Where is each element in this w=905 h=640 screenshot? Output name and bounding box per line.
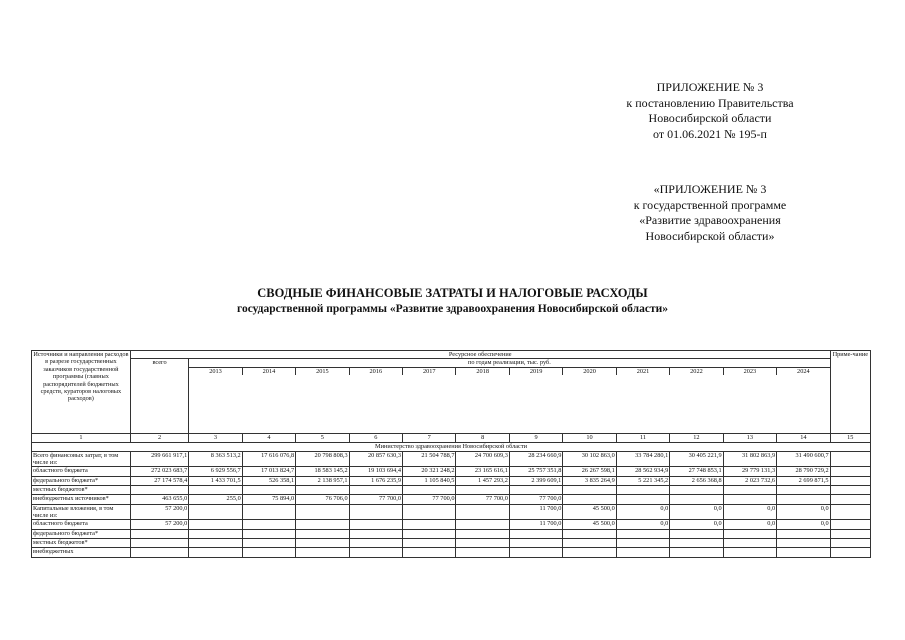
row-value: [456, 504, 509, 520]
row-value: [670, 486, 723, 495]
row-value: 24 700 609,3: [456, 451, 509, 467]
row-value: 30 102 863,0: [563, 451, 616, 467]
row-label: федерального бюджета*: [32, 476, 131, 485]
row-value: 31 490 600,7: [777, 451, 831, 467]
row-value: [509, 539, 562, 548]
row-value: 2 023 732,6: [723, 476, 776, 485]
row-value: 30 405 221,9: [670, 451, 723, 467]
row-value: 299 661 917,1: [130, 451, 188, 467]
header-year: 2014: [242, 367, 295, 375]
row-value: [189, 539, 242, 548]
row-note: [830, 495, 870, 504]
row-value: [349, 548, 402, 557]
row-value: 1 457 293,2: [456, 476, 509, 485]
row-value: [616, 548, 669, 557]
row-value: [723, 486, 776, 495]
row-value: [670, 495, 723, 504]
row-value: [403, 504, 456, 520]
row-label: местных бюджетов*: [32, 486, 131, 495]
row-value: [563, 539, 616, 548]
appendix-line: Новосибирской области»: [645, 228, 775, 243]
column-number: 13: [723, 434, 776, 443]
document-subtitle: государственной программы «Развитие здравоохранения Новосибирской области»: [237, 303, 668, 315]
document-heading: [0, 285, 905, 317]
row-note: [830, 467, 870, 476]
row-value: 1 676 235,9: [349, 476, 402, 485]
row-value: [403, 486, 456, 495]
row-value: 272 023 683,7: [130, 467, 188, 476]
row-value: 75 894,0: [242, 495, 295, 504]
row-value: [509, 548, 562, 557]
row-value: 57 200,0: [130, 504, 188, 520]
row-value: [349, 529, 402, 538]
row-value: [296, 504, 349, 520]
row-value: [130, 548, 188, 557]
row-label: Капитальные вложения, в том числе из:: [32, 504, 131, 520]
row-value: [777, 529, 831, 538]
row-value: 3 835 264,9: [563, 476, 616, 485]
table-row: [32, 520, 871, 529]
header-year: 2015: [296, 367, 349, 375]
table-row: [32, 451, 871, 467]
column-number: 2: [130, 434, 188, 443]
row-value: [777, 548, 831, 557]
row-value: [242, 539, 295, 548]
section-row: [32, 443, 871, 451]
row-value: [349, 539, 402, 548]
row-value: [777, 486, 831, 495]
row-value: [723, 529, 776, 538]
row-label: внебюджетных источников*: [32, 495, 131, 504]
column-number: 14: [777, 434, 831, 443]
row-value: [296, 520, 349, 529]
row-value: 25 757 351,8: [509, 467, 562, 476]
row-value: 5 221 345,2: [616, 476, 669, 485]
row-value: [616, 529, 669, 538]
table-row: [32, 548, 871, 557]
header-year: 2024: [777, 367, 831, 375]
document-title: СВОДНЫЕ ФИНАНСОВЫЕ ЗАТРАТЫ И НАЛОГОВЫЕ РАСХОДЫ: [257, 286, 648, 300]
row-value: [563, 486, 616, 495]
row-value: [403, 520, 456, 529]
appendix-line: Новосибирской области: [648, 111, 772, 125]
row-note: [830, 486, 870, 495]
row-value: 45 500,0: [563, 520, 616, 529]
row-note: [830, 539, 870, 548]
header-year: 2019: [509, 367, 562, 375]
row-value: [456, 548, 509, 557]
row-value: [616, 486, 669, 495]
row-value: 1 105 840,5: [403, 476, 456, 485]
header-year: 2021: [616, 367, 669, 375]
header-year: 2023: [723, 367, 776, 375]
row-note: [830, 548, 870, 557]
row-value: [723, 539, 776, 548]
row-value: [242, 486, 295, 495]
row-value: 33 784 280,1: [616, 451, 669, 467]
row-value: 2 699 871,5: [777, 476, 831, 485]
row-value: 0,0: [616, 520, 669, 529]
table-row: [32, 467, 871, 476]
row-value: [403, 539, 456, 548]
column-number: 8: [456, 434, 509, 443]
column-number: 3: [189, 434, 242, 443]
appendix-line: «ПРИЛОЖЕНИЕ № 3: [653, 182, 767, 196]
row-value: 1 433 701,5: [189, 476, 242, 485]
row-value: [616, 539, 669, 548]
appendix-block: [560, 80, 860, 142]
column-number: 4: [242, 434, 295, 443]
financial-table: [31, 350, 871, 558]
row-value: 2 138 957,1: [296, 476, 349, 485]
row-value: [456, 539, 509, 548]
column-numbers-row: [32, 434, 871, 443]
row-value: 8 363 513,2: [189, 451, 242, 467]
appendix-line: к государственной программе: [633, 197, 787, 212]
appendix-line: от 01.06.2021 № 195-п: [653, 126, 767, 141]
row-value: 77 700,0: [349, 495, 402, 504]
row-value: [349, 486, 402, 495]
row-label: внебюджетных: [32, 548, 131, 557]
row-value: [242, 504, 295, 520]
previous-appendix-block: [560, 182, 860, 244]
header-year: 2016: [349, 367, 402, 375]
row-value: 77 700,0: [403, 495, 456, 504]
header-resources: Ресурсное обеспечение: [130, 351, 830, 359]
row-value: 526 358,1: [242, 476, 295, 485]
row-value: [403, 548, 456, 557]
row-value: 11 700,0: [509, 504, 562, 520]
row-value: 6 929 556,7: [189, 467, 242, 476]
row-value: [130, 529, 188, 538]
row-value: [509, 486, 562, 495]
column-number: 12: [670, 434, 723, 443]
row-value: 0,0: [723, 520, 776, 529]
table-row: [32, 529, 871, 538]
row-value: 31 802 863,9: [723, 451, 776, 467]
column-number: 5: [296, 434, 349, 443]
appendix-line: «Развитие здравоохранения: [639, 213, 781, 227]
table-row: [32, 486, 871, 495]
column-number: 9: [509, 434, 562, 443]
row-label: федерального бюджета*: [32, 529, 131, 538]
row-value: [670, 539, 723, 548]
header-total: всего: [130, 359, 188, 434]
row-value: [130, 539, 188, 548]
row-value: 20 321 248,2: [403, 467, 456, 476]
row-value: [723, 548, 776, 557]
row-value: 45 500,0: [563, 504, 616, 520]
row-value: 255,0: [189, 495, 242, 504]
row-value: [456, 486, 509, 495]
row-value: 0,0: [670, 504, 723, 520]
row-value: 11 700,0: [509, 520, 562, 529]
row-value: 26 267 598,1: [563, 467, 616, 476]
row-value: 463 655,0: [130, 495, 188, 504]
appendix-line: к постановлению Правительства: [626, 95, 794, 110]
row-value: [296, 548, 349, 557]
column-number: 1: [32, 434, 131, 443]
header-year: 2022: [670, 367, 723, 375]
row-value: [563, 548, 616, 557]
row-value: 23 165 616,1: [456, 467, 509, 476]
row-value: [616, 495, 669, 504]
header-by-years: по годам реализации, тыс. руб.: [189, 359, 830, 367]
row-label: местных бюджетов*: [32, 539, 131, 548]
row-value: 2 656 368,8: [670, 476, 723, 485]
column-number: 10: [563, 434, 616, 443]
row-value: 0,0: [777, 504, 831, 520]
row-value: 17 013 824,7: [242, 467, 295, 476]
header-year: 2020: [563, 367, 616, 375]
row-value: [563, 529, 616, 538]
section-title: Министерство здравоохранения Новосибирской области: [32, 443, 871, 451]
row-value: 2 399 609,1: [509, 476, 562, 485]
row-value: 29 779 131,3: [723, 467, 776, 476]
row-value: 27 174 578,4: [130, 476, 188, 485]
row-value: 0,0: [777, 520, 831, 529]
row-label: Всего финансовых затрат, в том числе из:: [32, 451, 131, 467]
row-value: [296, 539, 349, 548]
table-row: [32, 495, 871, 504]
header-note: Приме-чание: [830, 351, 870, 434]
row-value: [242, 548, 295, 557]
table-row: [32, 476, 871, 485]
row-value: 76 706,0: [296, 495, 349, 504]
appendix-line: ПРИЛОЖЕНИЕ № 3: [656, 80, 764, 94]
column-number: 7: [403, 434, 456, 443]
row-value: [189, 548, 242, 557]
column-number: 11: [616, 434, 669, 443]
row-value: [777, 495, 831, 504]
row-value: [670, 529, 723, 538]
row-value: [189, 529, 242, 538]
row-value: [563, 495, 616, 504]
row-value: 18 583 145,2: [296, 467, 349, 476]
row-value: 21 504 788,7: [403, 451, 456, 467]
row-value: [349, 504, 402, 520]
row-note: [830, 451, 870, 467]
row-value: 20 798 808,3: [296, 451, 349, 467]
row-value: 28 562 934,9: [616, 467, 669, 476]
row-value: [296, 529, 349, 538]
row-value: [242, 529, 295, 538]
row-value: [189, 486, 242, 495]
row-value: [349, 520, 402, 529]
row-value: [509, 529, 562, 538]
table-row: [32, 539, 871, 548]
row-value: [456, 520, 509, 529]
row-value: [130, 486, 188, 495]
row-note: [830, 504, 870, 520]
header-year: 2013: [189, 367, 242, 375]
row-note: [830, 476, 870, 485]
row-label: областного бюджета: [32, 520, 131, 529]
row-value: 28 790 729,2: [777, 467, 831, 476]
column-number: 6: [349, 434, 402, 443]
row-value: [296, 486, 349, 495]
row-value: 77 700,0: [509, 495, 562, 504]
header-year: 2018: [456, 367, 509, 375]
header-year: 2017: [403, 367, 456, 375]
row-value: 19 103 694,4: [349, 467, 402, 476]
row-value: 17 616 076,8: [242, 451, 295, 467]
row-value: [242, 520, 295, 529]
row-value: [456, 529, 509, 538]
row-value: [403, 529, 456, 538]
row-value: 20 857 630,3: [349, 451, 402, 467]
row-value: 0,0: [723, 504, 776, 520]
row-value: [189, 504, 242, 520]
row-value: 57 200,0: [130, 520, 188, 529]
row-value: 0,0: [616, 504, 669, 520]
table-row: [32, 504, 871, 520]
row-value: 27 748 853,1: [670, 467, 723, 476]
row-value: 28 234 660,9: [509, 451, 562, 467]
row-value: [670, 548, 723, 557]
header-source: Источники и направления расходов в разрезе государственных заказчиков государственной программы (главных распорядителей бюджетных средств, кураторов налоговых расходов): [32, 351, 131, 434]
row-value: [189, 520, 242, 529]
row-note: [830, 529, 870, 538]
row-label: областного бюджета: [32, 467, 131, 476]
row-note: [830, 520, 870, 529]
row-value: [777, 539, 831, 548]
column-number: 15: [830, 434, 870, 443]
row-value: 0,0: [670, 520, 723, 529]
row-value: [723, 495, 776, 504]
row-value: 77 700,0: [456, 495, 509, 504]
